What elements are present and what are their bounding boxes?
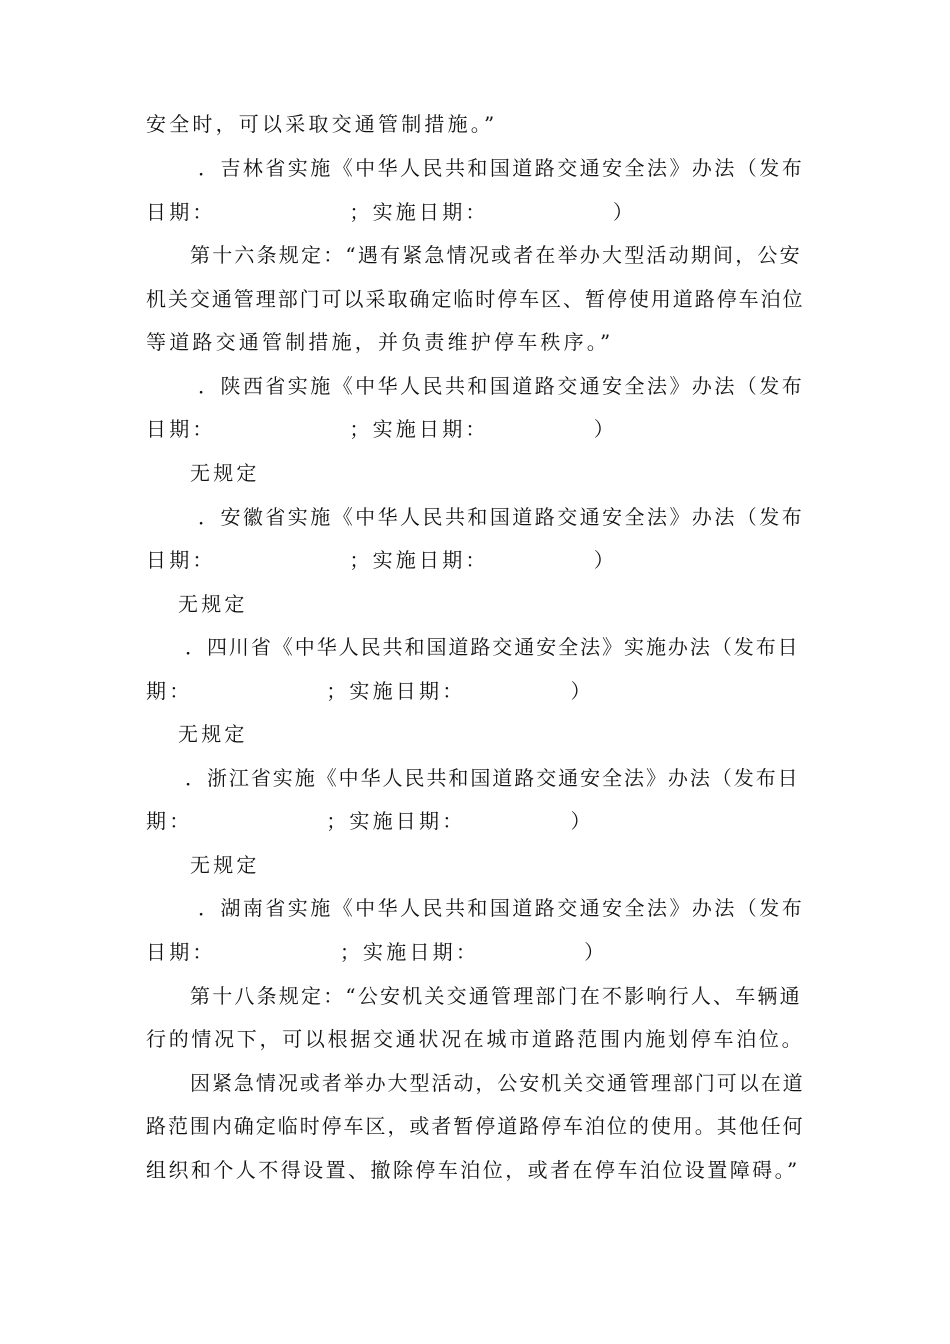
- text-line: 第十八条规定：“公安机关交通管理部门在不影响行人、车辆通: [190, 984, 802, 1008]
- text-line: 日期： ；实施日期： ）: [146, 417, 617, 441]
- heading-jilin: ．吉林省实施《中华人民共和国道路交通安全法》办法（发布: [198, 156, 805, 180]
- text-line: 无规定: [178, 592, 248, 616]
- text-line: 安全时，可以采取交通管制措施。”: [146, 112, 498, 136]
- text-line: 期： ；实施日期： ）: [146, 679, 594, 703]
- text-line: 期： ；实施日期： ）: [146, 809, 594, 833]
- text-line: 无规定: [190, 853, 260, 877]
- heading-anhui: ．安徽省实施《中华人民共和国道路交通安全法》办法（发布: [198, 505, 805, 529]
- text-line: 无规定: [178, 722, 248, 746]
- heading-zhejiang: ．浙江省实施《中华人民共和国道路交通安全法》办法（发布日: [185, 766, 800, 790]
- text-line: 路范围内确定临时停车区，或者暂停道路停车泊位的使用。其他任何: [146, 1114, 805, 1138]
- heading-sichuan: ．四川省《中华人民共和国道路交通安全法》实施办法（发布日: [185, 635, 800, 659]
- text-line: 行的情况下，可以根据交通状况在城市道路范围内施划停车泊位。: [146, 1027, 805, 1051]
- text-line: 第十六条规定：“遇有紧急情况或者在举办大型活动期间，公安: [190, 243, 802, 267]
- heading-hunan: ．湖南省实施《中华人民共和国道路交通安全法》办法（发布: [198, 896, 805, 920]
- text-line: 无规定: [190, 461, 260, 485]
- text-line: 日期： ；实施日期： ）: [146, 200, 637, 224]
- text-line: 组织和个人不得设置、撤除停车泊位，或者在停车泊位设置障碍。”: [146, 1158, 800, 1182]
- text-line: 日期： ；实施日期： ）: [146, 548, 617, 572]
- text-line: 日期： ；实施日期： ）: [146, 940, 608, 964]
- heading-shaanxi: ．陕西省实施《中华人民共和国道路交通安全法》办法（发布: [198, 374, 805, 398]
- text-line: 因紧急情况或者举办大型活动，公安机关交通管理部门可以在道: [190, 1071, 805, 1095]
- text-line: 机关交通管理部门可以采取确定临时停车区、暂停使用道路停车泊位: [146, 287, 805, 311]
- text-line: 等道路交通管制措施，并负责维护停车秩序。”: [146, 330, 614, 354]
